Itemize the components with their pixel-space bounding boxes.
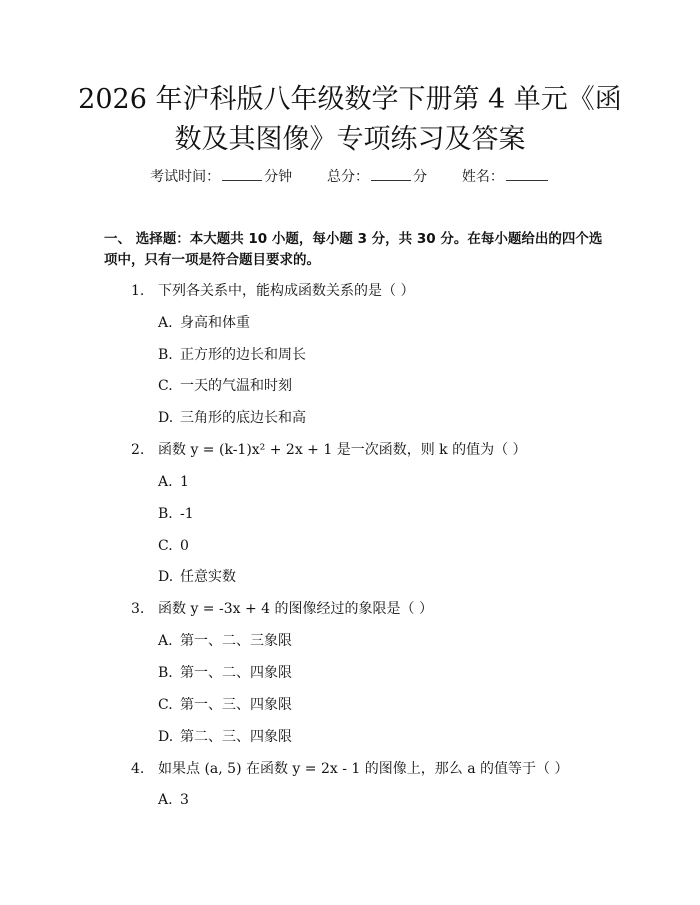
option-text: 0 [180,538,189,554]
option-text: 三角形的底边长和高 [180,410,306,426]
score-label: 总分： [327,169,369,185]
option-letter: D. [158,729,174,745]
option-text: 第一、三、四象限 [180,697,292,713]
question-1-option-c [158,376,292,396]
time-blank [222,166,262,181]
question-number: 3. [131,601,145,617]
question-2 [131,440,527,460]
section-heading-line-1: 一、 选择题：本大题共 10 小题，每小题 3 分，共 30 分。在每小题给出的四个选 [104,231,603,247]
question-text: 函数 y = -3x + 4 的图像经过的象限是（ ） [158,601,433,617]
question-3 [131,599,433,619]
option-letter: A. [158,633,173,649]
question-2-option-c [158,536,189,556]
question-4 [131,759,568,779]
name-label: 姓名： [461,169,504,185]
option-letter: A. [158,792,173,808]
score-unit: 分 [413,169,427,185]
option-text: 3 [180,792,189,808]
question-1-option-b [158,345,306,365]
option-letter: B. [158,506,173,522]
option-text: 第一、二、三象限 [180,633,292,649]
document-title-line-1: 2026 年沪科版八年级数学下册第 4 单元《函 [78,84,622,115]
option-text: 身高和体重 [180,315,250,331]
question-1-option-d [158,408,306,428]
question-text: 下列各关系中，能构成函数关系的是（ ） [158,283,415,299]
question-number: 2. [131,442,145,458]
time-unit: 分钟 [264,169,293,185]
option-text: 第一、二、四象限 [180,665,292,681]
question-3-option-d [158,727,292,747]
document-title-line-2: 数及其图像》专项练习及答案 [174,124,526,155]
question-2-option-d [158,567,236,587]
question-text: 如果点 (a, 5) 在函数 y = 2x - 1 的图像上，那么 a 的值等于（ ） [158,761,569,777]
option-letter: C. [158,378,173,394]
option-text: 第二、三、四象限 [180,729,292,745]
option-text: 任意实数 [180,569,236,585]
option-letter: B. [158,665,173,681]
question-3-option-c [158,695,292,715]
question-number: 4. [131,761,145,777]
option-text: 一天的气温和时刻 [180,378,292,394]
question-number: 1. [131,283,145,299]
question-2-option-a [158,472,189,492]
option-letter: A. [158,315,173,331]
option-letter: C. [158,697,173,713]
question-1 [131,281,414,301]
exam-info-line [0,166,700,188]
option-letter: A. [158,474,173,490]
option-text: 正方形的边长和周长 [180,347,306,363]
question-3-option-a [158,631,292,651]
option-letter: D. [158,569,174,585]
score-blank [371,166,411,181]
question-1-option-a [158,313,250,333]
question-2-option-b [158,504,194,524]
question-4-option-a [158,790,189,810]
question-3-option-b [158,663,292,683]
option-letter: B. [158,347,173,363]
option-letter: D. [158,410,174,426]
time-label: 考试时间： [150,169,221,185]
name-blank [506,166,548,181]
option-letter: C. [158,538,173,554]
option-text: -1 [180,506,194,522]
section-heading-line-2: 项中，只有一项是符合题目要求的。 [104,252,320,268]
question-text: 函数 y = (k-1)x² + 2x + 1 是一次函数，则 k 的值为（ ） [158,442,527,458]
option-text: 1 [180,474,189,490]
